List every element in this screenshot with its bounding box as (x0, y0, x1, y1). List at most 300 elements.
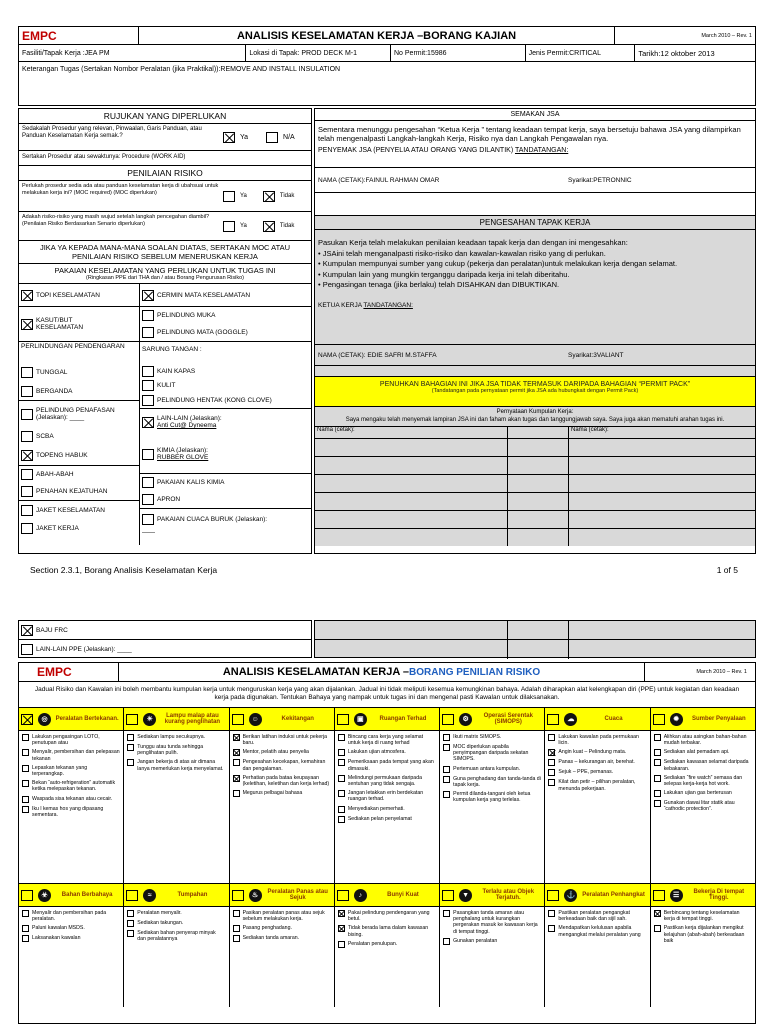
hazard-cuaca[interactable]: ☁ Cuaca (545, 708, 650, 730)
penilaian-q1-text: Perlukah prosedur sedia ada atau panduan keselamatan kerja di ubahsuai untuk melakukan kerja ini? (MOC required) (MOC diperlukan) (22, 183, 219, 196)
control-item[interactable] (548, 769, 646, 776)
control-text: Pakai pelindung pendengaran yang betul. (347, 910, 430, 923)
control-checkbox[interactable] (548, 779, 555, 786)
control-checkbox[interactable] (233, 935, 240, 942)
hazard-bunyi-kuat[interactable]: ♪ Bunyi Kuat (335, 884, 440, 906)
hazard-control-column (440, 731, 545, 883)
control-item[interactable] (127, 930, 225, 942)
control-checkbox[interactable] (654, 759, 661, 766)
control-text: Pastikan kerja dijalankan mengikut kelajuhan (abah-abah) berkeadaan baik (663, 925, 745, 944)
ppe-kain[interactable]: KAIN KAPAS (140, 364, 311, 378)
tidak-label: Tidak (279, 193, 295, 199)
control-item[interactable] (233, 925, 331, 932)
control-checkbox[interactable] (127, 734, 134, 741)
control-text: Melindungi permukaan daripada sentuhan yang tidak sengaja. (347, 774, 422, 788)
control-checkbox[interactable] (233, 759, 240, 766)
control-checkbox[interactable] (654, 910, 661, 917)
control-item[interactable] (22, 925, 120, 932)
control-text: Megurus pelbagai bahasa (242, 790, 303, 797)
control-text: Menyediakan pemerhati. (347, 805, 405, 812)
ppe-berganda[interactable]: BERGANDA (19, 382, 139, 401)
light-icon: ☀ (143, 713, 156, 726)
control-text: Guna penghadang dan tanda-tanda di tapak kerja. (453, 775, 541, 788)
penilaian-q2-options (223, 212, 294, 240)
control-checkbox[interactable] (127, 759, 134, 766)
control-text: Pertemuan antara kumpulan. (453, 765, 521, 772)
page2-left (18, 620, 312, 658)
crane-icon: ⚓ (564, 889, 577, 902)
semakan-title: SEMAKAN JSA (315, 109, 755, 121)
jenis-permit-field[interactable]: Jenis Permit:CRITICAL (526, 45, 636, 61)
semakan-nama-row (315, 168, 755, 193)
control-item[interactable] (233, 935, 331, 942)
penilaian-q1-options (223, 181, 294, 211)
control-item[interactable] (443, 734, 541, 741)
left-panel (18, 108, 312, 554)
permit-no-field[interactable]: No Permit:15986 (391, 45, 526, 61)
control-checkbox[interactable] (233, 925, 240, 932)
nama-slot[interactable] (315, 475, 507, 493)
ppe-lain-ppe[interactable]: LAIN-LAIN PPE (Jelaskan): ____ (19, 640, 311, 658)
tarikh-field[interactable]: Tarikh:12 oktober 2013 (638, 48, 715, 58)
control-checkbox[interactable] (548, 759, 555, 766)
control-item[interactable] (338, 941, 436, 948)
ppe-scba[interactable]: SCBA (19, 427, 139, 445)
hazard-ruangan-terhad[interactable]: ▣ Ruangan Terhad (335, 708, 440, 730)
control-item[interactable] (233, 910, 331, 922)
control-item[interactable] (548, 910, 646, 922)
hazard-header-row-2 (19, 883, 755, 907)
control-text: Laksanakan kawalan (32, 935, 81, 942)
control-item[interactable] (22, 749, 120, 761)
spill-icon: ≈ (143, 889, 156, 902)
control-checkbox[interactable] (127, 930, 134, 937)
control-text: Pastikan peralatan pengangkat berkeadaan baik dan sijil sah. (558, 910, 630, 923)
ppe-sarung-label: SARUNG TANGAN : (142, 346, 202, 353)
ya-checkbox[interactable] (223, 221, 235, 232)
control-checkbox[interactable] (443, 791, 450, 798)
penilaian-q2 (19, 212, 311, 241)
hazard-control-column (545, 731, 650, 883)
gray-gap (315, 366, 755, 377)
nama-slot[interactable] (315, 511, 507, 529)
control-checkbox[interactable] (22, 910, 29, 917)
control-checkbox[interactable] (338, 790, 345, 797)
control-checkbox[interactable] (654, 790, 661, 797)
control-checkbox[interactable] (127, 910, 134, 917)
control-checkbox[interactable] (233, 749, 240, 756)
ya-checkbox[interactable] (223, 132, 235, 143)
ppe-hentak[interactable]: PELINDUNG HENTAK (KONG CLOVE) (140, 392, 311, 409)
control-item[interactable] (338, 734, 436, 746)
ppe-topeng[interactable]: TOPENG HABUK (19, 445, 139, 466)
hazard-control-column (651, 907, 755, 1007)
control-checkbox[interactable] (338, 806, 345, 813)
control-checkbox[interactable] (233, 775, 240, 782)
hazard-kekitangan[interactable]: ☺ Kekitangan (230, 708, 335, 730)
footer-section: Section 2.3.1, Borang Analisis Keselamatan Kerja (30, 565, 218, 575)
control-text: Pasang penghadang. (242, 925, 292, 932)
control-item[interactable] (22, 765, 120, 777)
control-text: Berikan latihan induksi untuk pekerja baru. (242, 734, 328, 747)
control-item[interactable] (233, 790, 331, 797)
control-item[interactable] (127, 734, 225, 741)
control-item[interactable] (233, 734, 331, 746)
ppe-penafasan[interactable]: PELINDUNG PENAFASAN (Jelaskan): ____ (19, 401, 139, 427)
control-checkbox[interactable] (127, 920, 134, 927)
falling-object-icon: ▼ (459, 889, 472, 902)
control-item[interactable] (127, 744, 225, 756)
control-item[interactable] (548, 734, 646, 746)
control-checkbox[interactable] (338, 734, 345, 741)
control-checkbox[interactable] (338, 910, 345, 917)
rujukan-q1 (19, 124, 311, 151)
control-text: Paluni kawalan MSDS. (32, 925, 85, 932)
jika-ya-note: JIKA YA KEPADA MANA-MANA SOALAN DIATAS, SERTAKAN MOC ATAU PENILAIAN RISIKO SEBELUM MENERUSKAN KERJA (19, 241, 311, 264)
control-item[interactable] (654, 925, 752, 944)
ppe-pel-mata[interactable]: PELINDUNG MATA (GOGGLE) (140, 323, 311, 342)
ppe-cuaca[interactable]: PAKAIAN CUACA BURUK (Jelaskan): (140, 509, 311, 529)
control-checkbox[interactable] (654, 734, 661, 741)
ya-label: Ya (240, 223, 247, 229)
control-checkbox[interactable] (338, 925, 345, 932)
control-checkbox[interactable] (22, 780, 29, 787)
control-text: Pemeriksaan pada tempat yang akan dimasuki. (347, 759, 434, 772)
semakan-body: Sementara menunggu pengesahan “Ketua Kerja ” tentang keadaan tempat kerja, saya bersetuju bahawa JSA yang dilampirkan telah mengenalpasti Langkah-langkah Kerja, Risiko nya dan Langkah Pengawalan nya. (318, 125, 741, 143)
control-item[interactable] (338, 749, 436, 756)
na-checkbox[interactable] (266, 132, 278, 143)
control-text: Bincang cara kerja yang selamat untuk kerja di ruang terhad (347, 734, 424, 747)
control-text: Sediakan kawasan selamat daripada kebakaran. (663, 759, 749, 772)
ppe-cermin[interactable]: CERMIN MATA KESELAMATAN (140, 284, 311, 307)
temperature-icon: ♨ (249, 889, 262, 902)
ppe-kimia[interactable]: KIMIA (Jelaskan): RUBBER GLOVE (140, 435, 311, 474)
jsa-page-2-top (18, 620, 756, 658)
control-item[interactable] (127, 920, 225, 927)
control-text: Sediakan tanda amaran. (242, 935, 300, 942)
control-item[interactable] (443, 744, 541, 763)
control-text: Lakukan ujian gas berterusan (663, 790, 732, 797)
ppe-pendengaran-label: PERLINDUNGAN PENDENGARAN (21, 343, 125, 350)
ppe-penahan[interactable]: PENAHAN KEJATUHAN (19, 482, 139, 501)
control-checkbox[interactable] (443, 734, 450, 741)
control-item[interactable] (654, 749, 752, 756)
hazardous-material-icon: ☣ (38, 889, 51, 902)
risk-assessment-form (18, 662, 756, 1024)
control-item[interactable] (654, 800, 752, 812)
nama-slot[interactable] (569, 457, 755, 475)
pengesahan-bullet: • Kumpulan mempunyai sumber yang cukup (pekerja dan peralatan)untuk melakukan kerja dengan selamat. (318, 259, 678, 268)
hazard-simops[interactable]: ⚙ Operasi Serentak (SIMOPS) (440, 708, 545, 730)
weather-icon: ☁ (564, 713, 577, 726)
ladder-icon: ☰ (670, 889, 683, 902)
control-item[interactable] (338, 910, 436, 922)
control-item[interactable] (654, 734, 752, 746)
control-checkbox[interactable] (548, 769, 555, 776)
task-row (18, 62, 756, 106)
control-item[interactable] (548, 749, 646, 756)
control-checkbox[interactable] (338, 759, 345, 766)
control-checkbox[interactable] (443, 910, 450, 917)
control-item[interactable] (22, 806, 120, 818)
control-text: MOC diperlukan apabila penyimpangan daripada sekatan SIMOPS. (453, 744, 529, 763)
control-item[interactable] (654, 790, 752, 797)
control-text: Sediakan lampu secukupnya. (137, 734, 206, 740)
control-text: Pengesahan kecekapan, kemahiran dan pengalaman. (242, 759, 326, 772)
hazard-control-column (19, 731, 124, 883)
ppe-tunggal[interactable]: TUNGGAL (19, 362, 139, 382)
hazard-control-column (230, 731, 335, 883)
control-text: Angin kuat – Pelindung mata. (558, 749, 627, 756)
hazard-control-column (124, 731, 229, 883)
control-checkbox[interactable] (338, 941, 345, 948)
control-checkbox[interactable] (654, 749, 661, 756)
ppe-abah[interactable]: ABAH-ABAH (19, 466, 139, 482)
rujukan-q2: Sertakan Prosedur atau sewaktunya: Procedure (WORK AID) (19, 151, 311, 166)
ppe-col-left (19, 284, 140, 545)
control-checkbox[interactable] (233, 910, 240, 917)
nama-slot[interactable] (315, 439, 507, 457)
ppe-pel-muka[interactable]: PELINDUNG MUKA (140, 307, 311, 323)
permit-pack-line2: (Tandatangan pada pernyataan permit jika JSA ada hubungkait dengan Permit Pack) (431, 388, 639, 394)
tidak-label: Tidak (279, 223, 295, 229)
control-text: Sediakan alat pemadam api. (663, 749, 730, 756)
control-item[interactable] (22, 935, 120, 942)
control-text: Mendapatkan kelulusan apabila mengangkat melalui peralatan yang (558, 925, 641, 938)
control-item[interactable] (548, 925, 646, 937)
hazard-control-column (335, 907, 440, 1007)
penyemak-line: PENYEMAK JSA (PENYELIA ATAU ORANG YANG DILANTIK) TANDATANGAN: (315, 145, 755, 168)
ppe-topi[interactable]: TOPI KESELAMATAN (19, 284, 139, 307)
control-text: Lakukan kawalan pada permukaan licin. (558, 734, 639, 747)
ppe-grid (19, 284, 311, 545)
semakan-spacer (315, 193, 755, 216)
control-checkbox[interactable] (233, 734, 240, 741)
control-checkbox[interactable] (233, 790, 240, 797)
control-text: Menyalir dan pembersihan pada peralatan. (32, 910, 107, 923)
nama-col-2 (569, 427, 755, 546)
semakan-nama[interactable]: NAMA (CETAK):FAINUL RAHMAN OMAR (318, 176, 440, 184)
ppe-title: PAKAIAN KESELAMATAN YANG PERLUKAN UNTUK TUGAS INI (54, 266, 276, 275)
ppe-jaket-kes[interactable]: JAKET KESELAMATAN (19, 501, 139, 519)
ppe-apron[interactable]: APRON (140, 490, 311, 509)
nama-col-1-header: Nama (cetak): (315, 427, 507, 439)
nama-slot[interactable] (569, 439, 755, 457)
control-text: Pasikan peralatan panas atau sejuk sebelum melakukan kerja. (242, 910, 325, 923)
nama-slot[interactable] (569, 493, 755, 511)
control-checkbox[interactable] (548, 910, 555, 917)
pengesahan-nama-row (315, 344, 755, 366)
control-text: Sediakan takungan. (137, 920, 184, 926)
hazard-control-column (545, 907, 650, 1007)
control-checkbox[interactable] (22, 734, 29, 741)
semakan-syarikat[interactable]: Syarikat:PETRONNIC (568, 176, 632, 184)
lokasi-field[interactable]: Lokasi di Tapak: PROD DECK M-1 (246, 45, 391, 61)
pengesahan-bullet: • JSAini telah menganalpasti risiko-risiko dan kawalan-kawalan risiko yang di perlukan. (318, 248, 606, 258)
nama-col-2-header: Nama (cetak): (569, 427, 755, 439)
control-item[interactable] (443, 910, 541, 935)
control-item[interactable] (22, 734, 120, 746)
control-checkbox[interactable] (127, 744, 134, 751)
control-text: Jangan letakkan erin berdekatan ruangan terhad. (347, 790, 424, 803)
task-description[interactable]: Keterangan Tugas (Sertakan Nombor Peralatan (jika Praktikal)):REMOVE AND INSTALL INSULATION (22, 66, 341, 73)
control-checkbox[interactable] (338, 816, 345, 823)
pengesahan-body (315, 230, 755, 344)
control-checkbox[interactable] (22, 806, 29, 813)
ppe-kulit[interactable]: KULIT (140, 378, 311, 392)
nama-slot[interactable] (315, 457, 507, 475)
control-checkbox[interactable] (443, 938, 450, 945)
control-text: Lakukan pengasingan LOTO, penutupan atau (32, 734, 100, 747)
control-checkbox[interactable] (22, 796, 29, 803)
hazard-bahan-berbahaya[interactable]: ☣ Bahan Berbahaya (19, 884, 124, 906)
hazard-objek-terjatuh[interactable]: ▼ Terlalu atau Objek Terjatuh. (440, 884, 545, 906)
ya-checkbox[interactable] (223, 191, 235, 202)
control-item[interactable] (443, 766, 541, 773)
ppe-header (19, 264, 311, 284)
control-item[interactable] (548, 779, 646, 791)
sign-col-1 (508, 427, 569, 546)
control-text: Kilat dan petir – pilihan peralatan, menunda pekerjaan. (558, 779, 636, 792)
control-item[interactable] (233, 759, 331, 771)
hazard-body-row-2 (19, 907, 755, 1007)
penilaian-q2-text: Adakah risiko-risiko yang masih wujud setelah langkah pencegahan diambil? (Penilaian Risiko Berdasarkan Senario diperlukan) (22, 214, 210, 227)
form-title: ANALISIS KESELAMATAN KERJA –BORANG KAJIAN (139, 27, 616, 44)
control-text: Permit dilanda-tangani oleh ketua kumpulan kerja yang terlelas. (453, 791, 531, 804)
ppe-kalis[interactable]: PAKAIAN KALIS KIMIA (140, 474, 311, 490)
control-item[interactable] (443, 776, 541, 788)
control-checkbox[interactable] (338, 749, 345, 756)
control-text: Lakukan ujian atmosfera. (347, 749, 406, 756)
ppe-subtitle: (Ringkasan PPE dari THA dan / atau Borang Pengurusan Risiko) (86, 275, 244, 281)
pengesahan-syarikat[interactable]: Syarikat:3VALIANT (568, 351, 624, 359)
risk-version: March 2010 – Rev. 1 (696, 669, 747, 675)
control-text: Iku l kemas hos yang dipasang sementara. (32, 805, 104, 818)
hazard-control-column (651, 731, 755, 883)
control-item[interactable] (127, 910, 225, 917)
control-checkbox[interactable] (443, 776, 450, 783)
control-item[interactable] (22, 910, 120, 922)
hazard-control-column (335, 731, 440, 883)
fasiliti-field[interactable]: Fasiliti/Tapak Kerja :JEA PM (19, 45, 246, 61)
control-item[interactable] (338, 925, 436, 937)
control-checkbox[interactable] (654, 925, 661, 932)
control-checkbox[interactable] (654, 800, 661, 807)
control-text: Jangan bekerja di atas air dimana lanya memerlukan kerja menyelamat. (137, 759, 224, 772)
ppe-lain-lain[interactable]: LAIN-LAIN (Jelaskan): Anti Cut@ Dyneema (140, 409, 311, 435)
ppe-baju-frc[interactable]: BAJU FRC (19, 621, 311, 640)
control-text: Tidak berada lama dalam kawasan bising. (347, 925, 429, 938)
org-label: EMPC (19, 27, 139, 44)
control-item[interactable] (22, 780, 120, 792)
hazard-control-column (124, 907, 229, 1007)
tidak-checkbox[interactable] (263, 191, 275, 202)
tidak-checkbox[interactable] (263, 221, 275, 232)
footer-page: 1 of 5 (716, 565, 738, 575)
control-item[interactable] (443, 938, 541, 945)
control-item[interactable] (338, 790, 436, 802)
control-item[interactable] (548, 759, 646, 766)
control-item[interactable] (654, 759, 752, 771)
control-text: Gunakan peralatan (453, 937, 498, 944)
rujukan-q1-text: Sedakalah Prosedur yang relevan, Pinwaalan, Garis Panduan, atau Panduan Keselamatan Kerja semak.? (22, 126, 202, 139)
pengesahan-bullet: • Kumpulan lain yang mungkin terganggu daripada kerja ini telah diberitahu. (318, 269, 570, 279)
permit-pack-note (315, 377, 755, 407)
hazard-peralatan-pengangkat[interactable]: ⚓ Peralatan Penhangkat (545, 884, 650, 906)
control-text: Sediakan “fire watch” semasa dan selepas kerja-kerja hot work. (663, 774, 743, 788)
control-text: Alihkan atau asingkan bahan-bahan mudah terbakar. (663, 734, 747, 747)
control-checkbox[interactable] (654, 775, 661, 782)
control-checkbox[interactable] (22, 935, 29, 942)
nama-slot[interactable] (569, 511, 755, 529)
control-checkbox[interactable] (548, 749, 555, 756)
control-checkbox[interactable] (548, 734, 555, 741)
risk-intro: Jadual Risiko dan Kawalan ini boleh membantu kumpulan kerja untuk menguruskan kerja yang akan dijalankan. Jadual ini tidak meliputi kesemua kemungkinan bahaya. Adalah diharapkan alat kelengkapan diri (PPE) untuk kegiatan dan keadaan kerja pada digunakan. Tentukan Bahaya yang nampak untuk tugas ini dan mengenal pasti Kawalan untuk dilaksanakan. (34, 686, 740, 701)
na-label: N/A (283, 133, 295, 141)
hazard-body-row-1 (19, 731, 755, 883)
hazard-panas-sejuk[interactable]: ♨ Peralatan Panas atau Sejuk (230, 884, 335, 906)
control-text: Sediakan pelan penyelamat (347, 815, 412, 822)
control-item[interactable] (338, 816, 436, 823)
hazard-tumpahan[interactable]: ≈ Tumpahan (124, 884, 229, 906)
control-item[interactable] (654, 775, 752, 787)
control-item[interactable] (443, 791, 541, 803)
control-checkbox[interactable] (338, 775, 345, 782)
control-item[interactable] (338, 806, 436, 813)
control-checkbox[interactable] (22, 749, 29, 756)
control-checkbox[interactable] (443, 744, 450, 751)
control-item[interactable] (654, 910, 752, 922)
pengesahan-nama[interactable]: NAMA (CETAK): EDIE SAFRI M.STAFFA (318, 351, 437, 359)
ppe-jaket-kerja[interactable]: JAKET KERJA (19, 519, 139, 537)
control-item[interactable] (233, 749, 331, 756)
pernyataan-title: Pernyataan Kumpulan Kerja: (496, 409, 574, 415)
hazard-control-column (230, 907, 335, 1007)
nama-slot[interactable] (315, 529, 507, 546)
control-item[interactable] (338, 775, 436, 787)
control-text: Panas – kekurangan air, berehat. (558, 759, 635, 766)
control-text: Sejuk – PPE, pemanas. (558, 769, 614, 776)
control-checkbox[interactable] (443, 766, 450, 773)
nama-slot[interactable] (315, 493, 507, 511)
page-footer (30, 565, 738, 575)
control-item[interactable] (338, 759, 436, 771)
nama-slot[interactable] (569, 475, 755, 493)
control-text: Lepaskan tekanan yang terperangkap. (32, 764, 88, 778)
ketua-kerja-line: KETUA KERJA TANDATANGAN: (318, 301, 413, 309)
noise-icon: ♪ (354, 889, 367, 902)
control-item[interactable] (22, 796, 120, 803)
control-checkbox[interactable] (22, 925, 29, 932)
hazard-sumber-penyalaan[interactable]: ✹ Sumber Penyalaan (651, 708, 755, 730)
pressure-icon: ◎ (38, 713, 51, 726)
control-item[interactable] (233, 775, 331, 787)
hazard-lampu-malap[interactable]: ☀ Lampu malap atau kurang penglihatan (124, 708, 229, 730)
control-checkbox[interactable] (22, 765, 29, 772)
hazard-header-row-1 (19, 707, 755, 731)
control-item[interactable] (127, 759, 225, 771)
ppe-kasut[interactable]: KASUT/BUT KESELAMATAN (19, 307, 139, 342)
hazard-control-column (440, 907, 545, 1007)
info-row (18, 45, 756, 62)
nama-slot[interactable] (569, 529, 755, 546)
hazard-tempat-tinggi[interactable]: ☰ Bekerja Di tempat Tinggi. (651, 884, 755, 906)
control-text: Gunakan dawai litar statik atau “cathodic protection”. (663, 800, 735, 813)
hazard-peralatan-bertekanan[interactable]: ◎ Peralatan Bertekanan. (19, 708, 124, 730)
rujukan-title: RUJUKAN YANG DIPERLUKAN (19, 109, 311, 124)
form-header (18, 26, 756, 45)
control-checkbox[interactable] (548, 925, 555, 932)
